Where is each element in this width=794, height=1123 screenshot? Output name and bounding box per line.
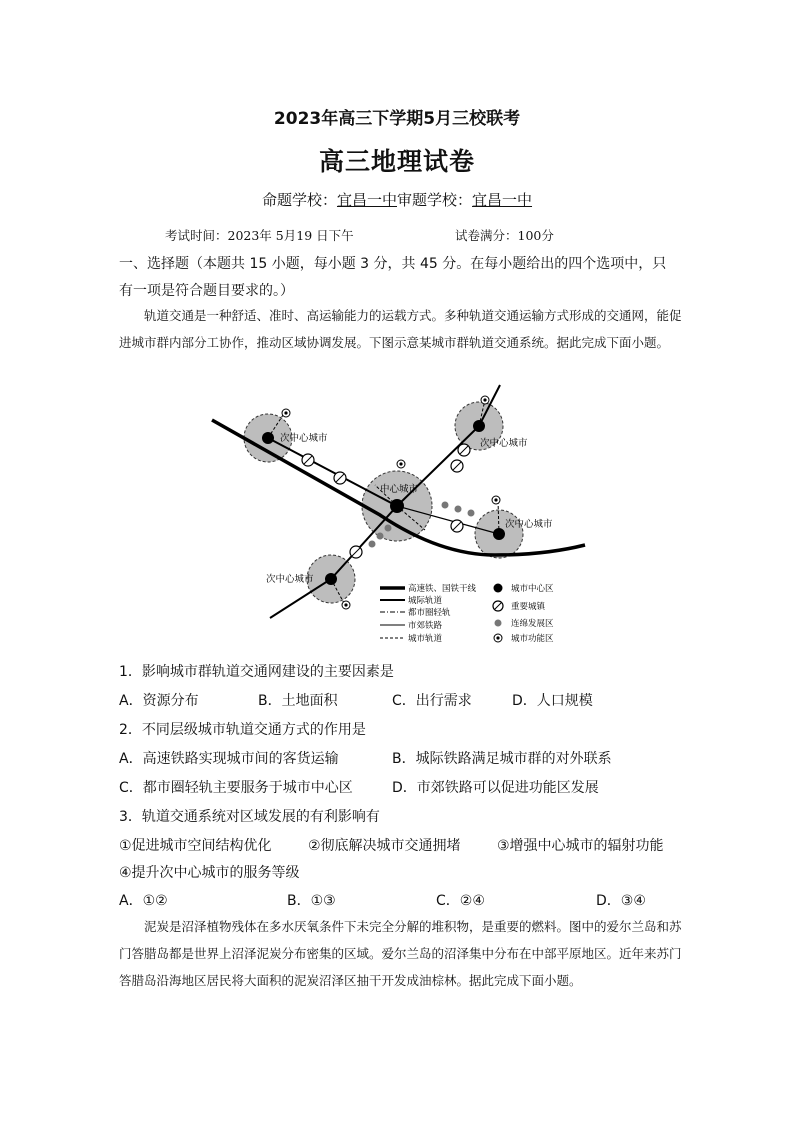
section-heading-line1: 一、选择题（本题共 15 小题，每小题 3 分，共 45 分。在每小题给出的四个选项中，只: [119, 256, 667, 272]
q3-statement-2: ②彻底解决城市交通拥堵: [308, 838, 461, 854]
rail-network-map: [200, 380, 600, 650]
exam-time: 考试时间：2023年 5月19 日下午: [165, 228, 354, 243]
full-score: 试卷满分：100分: [455, 228, 554, 243]
label-sub-city-ne: 次中心城市: [480, 438, 528, 449]
passage-2: 泥炭是沼泽植物残体在多水厌氧条件下未完全分解的堆积物，是重要的燃料。图中的爱尔兰岛和苏门答腊岛都是世界上沼泽泥炭分布密集的区域。爱尔兰岛的沼泽集中分布在中部平原地区。近年来苏门答腊岛沿海地区居民将大面积的泥炭沼泽区抽干开发成油棕林。据此完成下面小题。: [119, 919, 682, 988]
q2-option-c: C．都市圈轻轨主要服务于城市中心区: [119, 780, 353, 796]
label-sub-city-e: 次中心城市: [505, 519, 553, 530]
paper-title: 高三地理试卷: [318, 147, 475, 176]
legend-item-8: 城市功能区: [511, 634, 554, 644]
q3-statement-3: ③增强中心城市的辐射功能: [497, 838, 664, 854]
legend-item-3: 市郊铁路: [408, 621, 443, 631]
legend-item-4: 城市轨道: [408, 634, 443, 644]
legend-item-7: 连绵发展区: [511, 619, 554, 629]
legend-item-6: 重要城镇: [511, 602, 546, 612]
label-sub-city-sw: 次中心城市: [266, 574, 314, 585]
q2-option-b: B．城际铁路满足城市群的对外联系: [392, 751, 612, 767]
q3-option-a: A．①②: [119, 893, 168, 909]
label-central-city: 中心城市: [380, 484, 419, 495]
legend: [380, 583, 554, 644]
passage-1: 轨道交通是一种舒适、准时、高运输能力的运载方式。多种轨道交通运输方式形成的交通网，能促进城市群内部分工协作，推动区域协调发展。下图示意某城市群轨道交通系统。据此完成下面小题。: [119, 308, 682, 350]
q3-statement-4: ④提升次中心城市的服务等级: [119, 865, 300, 881]
reviewer-school: 宜昌一中: [472, 191, 533, 209]
q3-statement-1: ①促进城市空间结构优化: [119, 838, 272, 854]
q2-option-d: D．市郊铁路可以促进功能区发展: [392, 780, 599, 796]
q2-option-a: A．高速铁路实现城市间的客货运输: [119, 751, 339, 767]
school-info: [0, 189, 794, 210]
q1-option-a: A．资源分布: [119, 693, 199, 709]
question-3-stem: 3．轨道交通系统对区域发展的有利影响有: [119, 809, 380, 825]
section-heading-line2: 有一项是符合题目要求的。）: [119, 283, 294, 299]
proposer-label: 命题学校：: [261, 191, 337, 209]
q3-option-b: B．①③: [287, 893, 336, 909]
legend-item-1: 城际轨道: [408, 596, 443, 606]
question-1-stem: 1．影响城市群轨道交通网建设的主要因素是: [119, 664, 394, 680]
legend-item-5: 城市中心区: [511, 584, 554, 594]
legend-item-2: 都市圈轻轨: [408, 608, 451, 618]
q3-option-d: D．③④: [596, 893, 646, 909]
label-sub-city-nw: 次中心城市: [280, 433, 328, 444]
q3-option-c: C．②④: [436, 893, 485, 909]
question-2-stem: 2．不同层级城市轨道交通方式的作用是: [119, 722, 366, 738]
reviewer-label: 审题学校：: [397, 191, 473, 209]
legend-item-0: 高速铁、国铁干线: [408, 584, 477, 594]
q1-option-d: D．人口规模: [512, 693, 593, 709]
exam-title: 2023年高三下学期5月三校联考: [273, 109, 521, 129]
proposer-school: 宜昌一中: [336, 191, 397, 209]
q1-option-b: B．土地面积: [258, 693, 338, 709]
q1-option-c: C．出行需求: [392, 693, 472, 709]
